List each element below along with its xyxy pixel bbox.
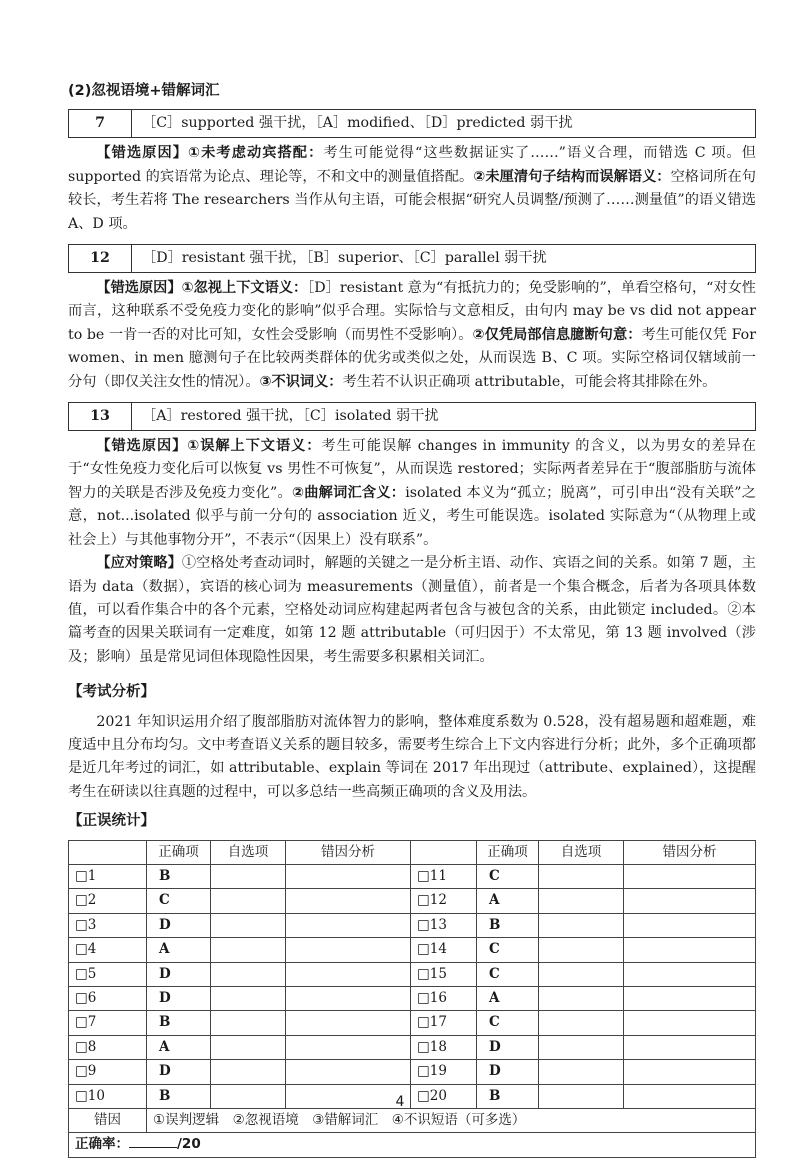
error-analysis-cell[interactable] <box>286 913 411 937</box>
analysis-text: 空格词所在句较长，考生若将 The researchers 当作从句主语，可能会根据“研究人员调整/预测了……测量值”的语义错选 A、D 项。 <box>68 168 756 232</box>
question-checkbox[interactable]: □5 <box>69 962 147 986</box>
error-analysis-cell[interactable] <box>286 962 411 986</box>
distractor-options: ［A］restored 强干扰，［C］isolated 弱干扰 <box>142 407 439 424</box>
question-checkbox[interactable]: □20 <box>411 1084 477 1108</box>
col-header-own: 自选项 <box>211 840 286 864</box>
error-analysis-cell[interactable] <box>624 962 756 986</box>
question-checkbox[interactable]: □10 <box>69 1084 147 1108</box>
error-analysis-cell[interactable] <box>624 938 756 962</box>
correct-answer: D <box>147 1060 211 1084</box>
error-analysis-cell[interactable] <box>624 864 756 888</box>
correct-answer: B <box>477 1084 539 1108</box>
own-answer-cell[interactable] <box>211 962 286 986</box>
table-row <box>69 1011 756 1035</box>
question-number: 7 <box>69 110 132 137</box>
table-row <box>69 987 756 1011</box>
analysis-text: 考生可能误解 changes in immunity 的含义，以为男女的差异在于“女性免疫力变化后可以恢复 vs 男性不可恢复”，从而误选 restored；实际两者差异在于“腹部脂肪与流体智力的关联是否涉及免疫力变化”。 <box>68 438 756 501</box>
error-reason-row <box>69 1109 756 1133</box>
correct-answer: D <box>147 962 211 986</box>
col-header <box>69 840 147 864</box>
own-answer-cell[interactable] <box>539 962 624 986</box>
table-row <box>69 913 756 937</box>
section-heading: (2)忽视语境+错解词汇 <box>68 83 220 99</box>
col-header-own: 自选项 <box>539 840 624 864</box>
exam-analysis-text: 2021 年知识运用介绍了腹部脂肪对流体智力的影响，整体难度系数为 0.528，没有超易题和超难题，难度适中且分布均匀。文中考查语义关系的题目较多，需要考生综合上下文内容进行分析；此外，多个正确项都是近几年考过的词汇，如 attributable、explain 等词在 2017 年出现过（attribute、explained），这提醒考生在研读以往真题的过程中，可以多总结一些高频正确项的含义及用法。 <box>68 713 756 800</box>
error-analysis-cell[interactable] <box>286 987 411 1011</box>
question-checkbox[interactable]: □1 <box>69 864 147 888</box>
own-answer-cell[interactable] <box>539 1011 624 1035</box>
analysis-point-heading: 【错选原因】①未考虑动宾搭配： <box>96 145 324 162</box>
error-analysis-cell[interactable] <box>624 1035 756 1059</box>
correct-answer: B <box>147 1084 211 1108</box>
table-row <box>69 864 756 888</box>
analysis-point-heading: ③不识词义： <box>259 373 343 390</box>
analysis-paragraph <box>68 277 756 394</box>
correct-answer: A <box>147 938 211 962</box>
analysis-point-heading: 【应对策略】 <box>96 555 182 572</box>
col-header <box>411 840 477 864</box>
table-row <box>69 1035 756 1059</box>
table-row <box>69 962 756 986</box>
exam-analysis-heading: 【考试分析】 <box>68 684 155 701</box>
correct-answer: C <box>477 1011 539 1035</box>
distractor-options: ［C］supported 强干扰，［A］modified、［D］predicted 弱干扰 <box>142 115 573 132</box>
own-answer-cell[interactable] <box>539 864 624 888</box>
own-answer-cell[interactable] <box>539 889 624 913</box>
question-checkbox[interactable]: □18 <box>411 1035 477 1059</box>
table-row <box>69 1060 756 1084</box>
analysis-paragraph <box>68 552 756 669</box>
question-checkbox[interactable]: □14 <box>411 938 477 962</box>
stats-heading: 【正误统计】 <box>68 813 155 830</box>
analysis-point-heading: ②曲解词汇含义： <box>291 484 406 501</box>
answer-stats-table <box>68 840 756 1158</box>
question-checkbox[interactable]: □4 <box>69 938 147 962</box>
question-checkbox[interactable]: □17 <box>411 1011 477 1035</box>
correct-answer: A <box>147 1035 211 1059</box>
own-answer-cell[interactable] <box>539 987 624 1011</box>
question-checkbox[interactable]: □19 <box>411 1060 477 1084</box>
correct-answer: C <box>477 864 539 888</box>
question-number: 12 <box>69 245 132 272</box>
question-option-box <box>68 109 756 138</box>
own-answer-cell[interactable] <box>539 938 624 962</box>
col-header-correct: 正确项 <box>147 840 211 864</box>
correct-answer: C <box>477 962 539 986</box>
analysis-text: isolated 本义为“孤立；脱离”，可引申出“没有关联”之意，not...isolated 似乎与前一分句的 association 近义，考生可能误选。isolated 实际意为“（从物理上或社会上）与其他事物分开”，不表示“（因果上）没有联系”。 <box>68 484 756 548</box>
question-checkbox[interactable]: □6 <box>69 987 147 1011</box>
correct-answer: D <box>477 1060 539 1084</box>
analysis-point-heading: ②未厘清句子结构而误解语义： <box>473 168 671 185</box>
correct-answer: A <box>477 987 539 1011</box>
analysis-text: 考生若不认识正确项 attributable，可能会将其排除在外。 <box>342 373 717 390</box>
question-checkbox[interactable]: □7 <box>69 1011 147 1035</box>
own-answer-cell[interactable] <box>211 987 286 1011</box>
question-checkbox[interactable]: □8 <box>69 1035 147 1059</box>
correct-answer: D <box>147 987 211 1011</box>
error-analysis-cell[interactable] <box>624 913 756 937</box>
error-analysis-cell[interactable] <box>286 1035 411 1059</box>
error-analysis-cell[interactable] <box>286 938 411 962</box>
col-header-correct: 正确项 <box>477 840 539 864</box>
question-checkbox[interactable]: □11 <box>411 864 477 888</box>
distractor-options: ［D］resistant 强干扰，［B］superior、［C］parallel 弱干扰 <box>142 249 547 266</box>
question-option-box <box>68 244 756 273</box>
question-checkbox[interactable]: □3 <box>69 913 147 937</box>
question-option-box <box>68 402 756 431</box>
own-answer-cell[interactable] <box>211 913 286 937</box>
own-answer-cell[interactable] <box>211 1035 286 1059</box>
error-analysis-cell[interactable] <box>624 987 756 1011</box>
error-analysis-cell[interactable] <box>286 864 411 888</box>
error-analysis-cell[interactable] <box>286 1060 411 1084</box>
correct-answer: B <box>147 1011 211 1035</box>
question-checkbox[interactable]: □9 <box>69 1060 147 1084</box>
analysis-point-heading: 【错选原因】①忽视上下文语义： <box>96 280 308 297</box>
own-answer-cell[interactable] <box>211 1011 286 1035</box>
error-analysis-cell[interactable] <box>624 889 756 913</box>
correct-answer: D <box>147 913 211 937</box>
correct-answer: D <box>477 1035 539 1059</box>
question-checkbox[interactable]: □12 <box>411 889 477 913</box>
table-header-row <box>69 840 756 864</box>
analysis-text: 考生可能觉得“这些数据证实了……”语义合理，而错选 C 项。但 supported 的宾语常为论点、理论等，不和文中的测量值搭配。 <box>68 145 756 185</box>
own-answer-cell[interactable] <box>539 913 624 937</box>
error-analysis-cell[interactable] <box>624 1011 756 1035</box>
error-analysis-cell[interactable] <box>624 1060 756 1084</box>
analysis-point-heading: 【错选原因】①误解上下文语义： <box>96 438 322 455</box>
error-analysis-cell[interactable] <box>286 889 411 913</box>
question-number: 13 <box>69 403 132 430</box>
error-options: ①误判逻辑 ②忽视语境 ③错解词汇 ④不识短语（可多选） <box>147 1109 756 1133</box>
correct-answer: A <box>477 889 539 913</box>
accuracy-total: /20 <box>177 1136 201 1153</box>
analysis-text: 考生可能仅凭 For women、in men 臆测句子在比较两类群体的优劣或类似之处，从而误选 B、C 项。实际空格词仅辖域前一分句（即仅关注女性的情况）。 <box>68 326 756 390</box>
correct-answer: C <box>477 938 539 962</box>
own-answer-cell[interactable] <box>211 938 286 962</box>
analysis-text: ［D］resistant 意为“有抵抗力的；免受影响的”，单看空格句，“对女性而言，这种联系不受免疫力变化的影响”似乎合理。实际恰与文意相反，由句内 may be vs did not appear to be 一肯一否的对比可知，女性会受影响（而男性不受影响）。 <box>68 280 756 343</box>
own-answer-cell[interactable] <box>539 1060 624 1084</box>
accuracy-label: 正确率： <box>75 1136 129 1153</box>
own-answer-cell[interactable] <box>539 1035 624 1059</box>
error-analysis-cell[interactable] <box>286 1011 411 1035</box>
document-page <box>68 80 756 1158</box>
error-label: 错因 <box>69 1109 147 1133</box>
table-row <box>69 889 756 913</box>
accuracy-blank[interactable] <box>129 1133 177 1148</box>
correct-answer: B <box>477 913 539 937</box>
col-header-reason: 错因分析 <box>286 840 411 864</box>
own-answer-cell[interactable] <box>211 864 286 888</box>
question-checkbox[interactable]: □15 <box>411 962 477 986</box>
own-answer-cell[interactable] <box>211 1060 286 1084</box>
analysis-text: ①空格处考查动词时，解题的关键之一是分析主语、动作、宾语之间的关系。如第 7 题，主语为 data（数据），宾语的核心词为 measurements（测量值），前者是一个集合概念，后者为各项具体数值，可以看作集合中的各个元素，空格处动词应构建起两者包含与被包含的关系，由此锁定 included。②本篇考查的因果关联词有一定难度，如第 12 题 attributable（可归因于）不太常见，第 13 题 involved（涉及；影响）虽是常见词但体现隐性因果，考生需要多积累相关词汇。 <box>68 555 756 665</box>
question-checkbox[interactable]: □13 <box>411 913 477 937</box>
question-analyses <box>68 109 756 669</box>
analysis-point-heading: ②仅凭局部信息臆断句意： <box>472 326 642 343</box>
page-number: 4 <box>395 1094 405 1110</box>
question-checkbox[interactable]: □2 <box>69 889 147 913</box>
correct-answer: B <box>147 864 211 888</box>
correct-answer: C <box>147 889 211 913</box>
question-checkbox[interactable]: □16 <box>411 987 477 1011</box>
col-header-reason: 错因分析 <box>624 840 756 864</box>
analysis-paragraph <box>68 142 756 236</box>
table-row <box>69 938 756 962</box>
own-answer-cell[interactable] <box>211 889 286 913</box>
analysis-paragraph <box>68 435 756 552</box>
